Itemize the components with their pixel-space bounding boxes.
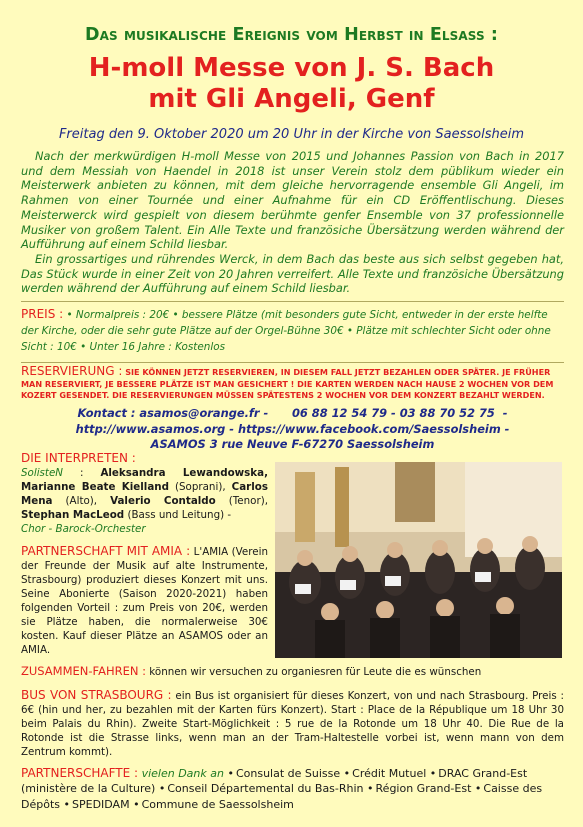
partners-section: [21, 766, 564, 812]
partner-item: • Caisse des Dépôts: [21, 782, 543, 811]
divider: [21, 362, 564, 363]
concert-photo: [275, 462, 562, 658]
kicker-heading: Das musikalische Ereignis vom Herbst in Elsass :: [85, 25, 498, 45]
solists-label: SolisteN: [21, 467, 63, 479]
price-section: [21, 307, 564, 355]
concert-photo-image: [275, 462, 562, 658]
singer-name: Aleksandra Lewandowska,: [100, 467, 268, 479]
contact-line-3: ASAMOS 3 rue Neuve F-67270 Saessolsheim: [150, 437, 435, 451]
contact-line-2: http://www.asamos.org - https://www.facebook.com/Saessolsheim -: [75, 421, 510, 436]
partner-item: • Région Grand-Est: [367, 782, 472, 796]
partner-name: DRAC Grand-Est (ministère de la Culture): [21, 767, 528, 796]
amia-section: [21, 544, 268, 657]
concert-title: [10, 53, 573, 115]
title-line-2: mit Gli Angeli, Genf: [148, 84, 435, 114]
partner-item: • SPEDIDAM: [63, 797, 130, 811]
price-heading: PREIS :: [21, 307, 64, 321]
intro-paragraph-2: Ein grossartiges und rührendes Werck, in dem Bach das beste aus sich selbst gegeben hat, Das Stück wurde in einer Zeit von 20 Jahren verreifert. Alle Texte und französiche Übersätzung werden während der Aufführung auf einem Schild liesbar.: [21, 251, 564, 296]
singer-name: Stephan MacLeod: [21, 509, 125, 521]
contact-line-1: Kontact : asamos@orange.fr - 06 88 12 54 79 - 03 88 70 52 75 -: [77, 406, 508, 420]
singer-name: Valerio Contaldo: [110, 495, 216, 507]
amia-text: L'AMIA (Verein der Freunde der Musik auf alte Instrumente, Strasbourg) produziert dieses Konzert mit uns. Seine Abonierte (Saison 2020-2021) haben folgenden Vorteil : zum Preis von 20€, werden sie Plätze haben, die normalerweise 30€ kosten. Kauf dieser Plätze an ASAMOS oder an AMIA.: [21, 546, 268, 656]
partners-heading: PARTNERSCHAFTE :: [21, 766, 139, 780]
title-line-1: H-moll Messe von J. S. Bach: [88, 53, 495, 83]
carpool-text: können wir versuchen zu organiesren für Leute die es wünschen: [149, 666, 482, 678]
intro-text: [21, 149, 564, 296]
voice-type: (Alto),: [65, 495, 98, 507]
reservation-text: SIE KÖNNEN JETZT RESERVIEREN, IN DIESEM FALL JETZT BEZAHLEN ODER SPÄTER. JE FRÜHER MAN RESERVIERT, JE BESSERE PLÄTZE IST MAN GESICHERT ! DIE KARTEN WERDEN NACH HAUSE 2 WOCHEN VOR DEM KOZERT GESENDET. DIE RESERVIERUNGEN MÜSSEN SPÄTESTENS 2 WOCHEN VOR DEM KONZERT BEZAHLT WERDEN.: [21, 367, 554, 401]
voice-type: (Tenor),: [228, 495, 268, 507]
contact-block: [21, 406, 564, 453]
partner-item: • Crédit Mutuel: [343, 767, 427, 780]
date-line: Freitag den 9. Oktober 2020 um 20 Uhr in der Kirche von Saessolsheim: [58, 127, 525, 142]
partner-name: SPEDIDAM: [72, 797, 130, 811]
singer-name: Marianne Beate Kielland: [21, 481, 169, 493]
choir-orchestra: Chor - Barock-Orchester: [21, 523, 146, 535]
partner-item: • Commune de Saessolsheim: [133, 797, 294, 811]
carpool-heading: ZUSAMMEN-FAHREN :: [21, 664, 147, 678]
partner-item: • Conseil Départemental du Bas-Rhin: [158, 782, 364, 796]
partner-name: Crédit Mutuel: [352, 767, 427, 780]
partner-name: Conseil Départemental du Bas-Rhin: [167, 782, 364, 796]
bus-heading: BUS VON STRASBOURG :: [21, 688, 172, 702]
reservation-heading: RESERVIERUNG :: [21, 364, 123, 378]
partner-item: • DRAC Grand-Est (ministère de la Culture): [21, 767, 528, 796]
singer-name: Carlos Mena: [21, 481, 268, 507]
partner-name: Caisse des Dépôts: [21, 782, 543, 811]
partner-item: • Consulat de Suisse: [227, 767, 341, 780]
amia-heading: PARTNERSCHAFT MIT AMIA :: [21, 544, 191, 558]
partner-name: Consulat de Suisse: [235, 767, 341, 780]
interpreters-text: SolisteN : Aleksandra Lewandowska, Marianne Beate Kielland (Soprani), Carlos Mena (Alto), Valerio Contaldo (Tenor), Stephan MacLeod (Bass und Leitung) - Chor - Barock-Orchester: [21, 467, 268, 535]
voice-type: (Bass und Leitung): [127, 509, 225, 521]
interpreters-heading: DIE INTERPRETEN :: [21, 451, 136, 465]
partner-name: Commune de Saessolsheim: [141, 797, 294, 811]
voice-type: (Soprani),: [175, 481, 226, 493]
reservation-section: [21, 366, 564, 402]
carpool-section: [21, 664, 481, 678]
bus-text: ein Bus ist organisiert für dieses Konzert, von und nach Strasbourg. Preis : 6€ (hin und her, zu bezahlen mit der Karten fürs Konzert). Start : Place de la République um 18 Uhr 30 beim Palais du Rhin). Zweite Start-Möglichkeit : 5 rue de la Rotonde um 18 Uhr 40. Die Rue de la Rotonde ist die Strasse links, wenn man an der Tram-Haltestelle vorbei ist, wenn mann von dem Zentrum kommt).: [21, 690, 564, 758]
bus-section: [21, 688, 564, 759]
divider: [21, 301, 564, 302]
price-text: • Normalpreis : 20€ • bessere Plätze (mit besonders gute Sicht, entweder in der erste helfte der Kirche, oder die sehr gute Plätze auf der Orgel-Bühne 30€ • Plätze mit schlechter Sicht oder ohne Sicht : 10€ • Unter 16 Jahre : Kostenlos: [21, 309, 551, 353]
partner-name: Région Grand-Est: [375, 782, 472, 796]
intro-paragraph-1: Nach der merkwürdigen H-moll Messe von 2015 und Johannes Passion von Bach in 2017 und dem Messiah von Haendel in 2018 ist unser Verein stolz dem püblikum wieder ein Meisterwerk anbieten zu können, mit dem gleiche hervorragende ensemble Gli Angeli, im Rahmen von einer Tournée und einer Aufnahme für ein CD Eröffentlischung. Dieses Meisterwerck wird gespielt von diesem berühmte genfer Ensemble von 37 professionnelle Musiker von großem Talent. Ein Alle Texte und französiche Übersätzung werden während der Aufführung auf einem Schild liesbar.: [21, 149, 564, 252]
partners-thanks: vielen Dank an: [141, 767, 224, 780]
